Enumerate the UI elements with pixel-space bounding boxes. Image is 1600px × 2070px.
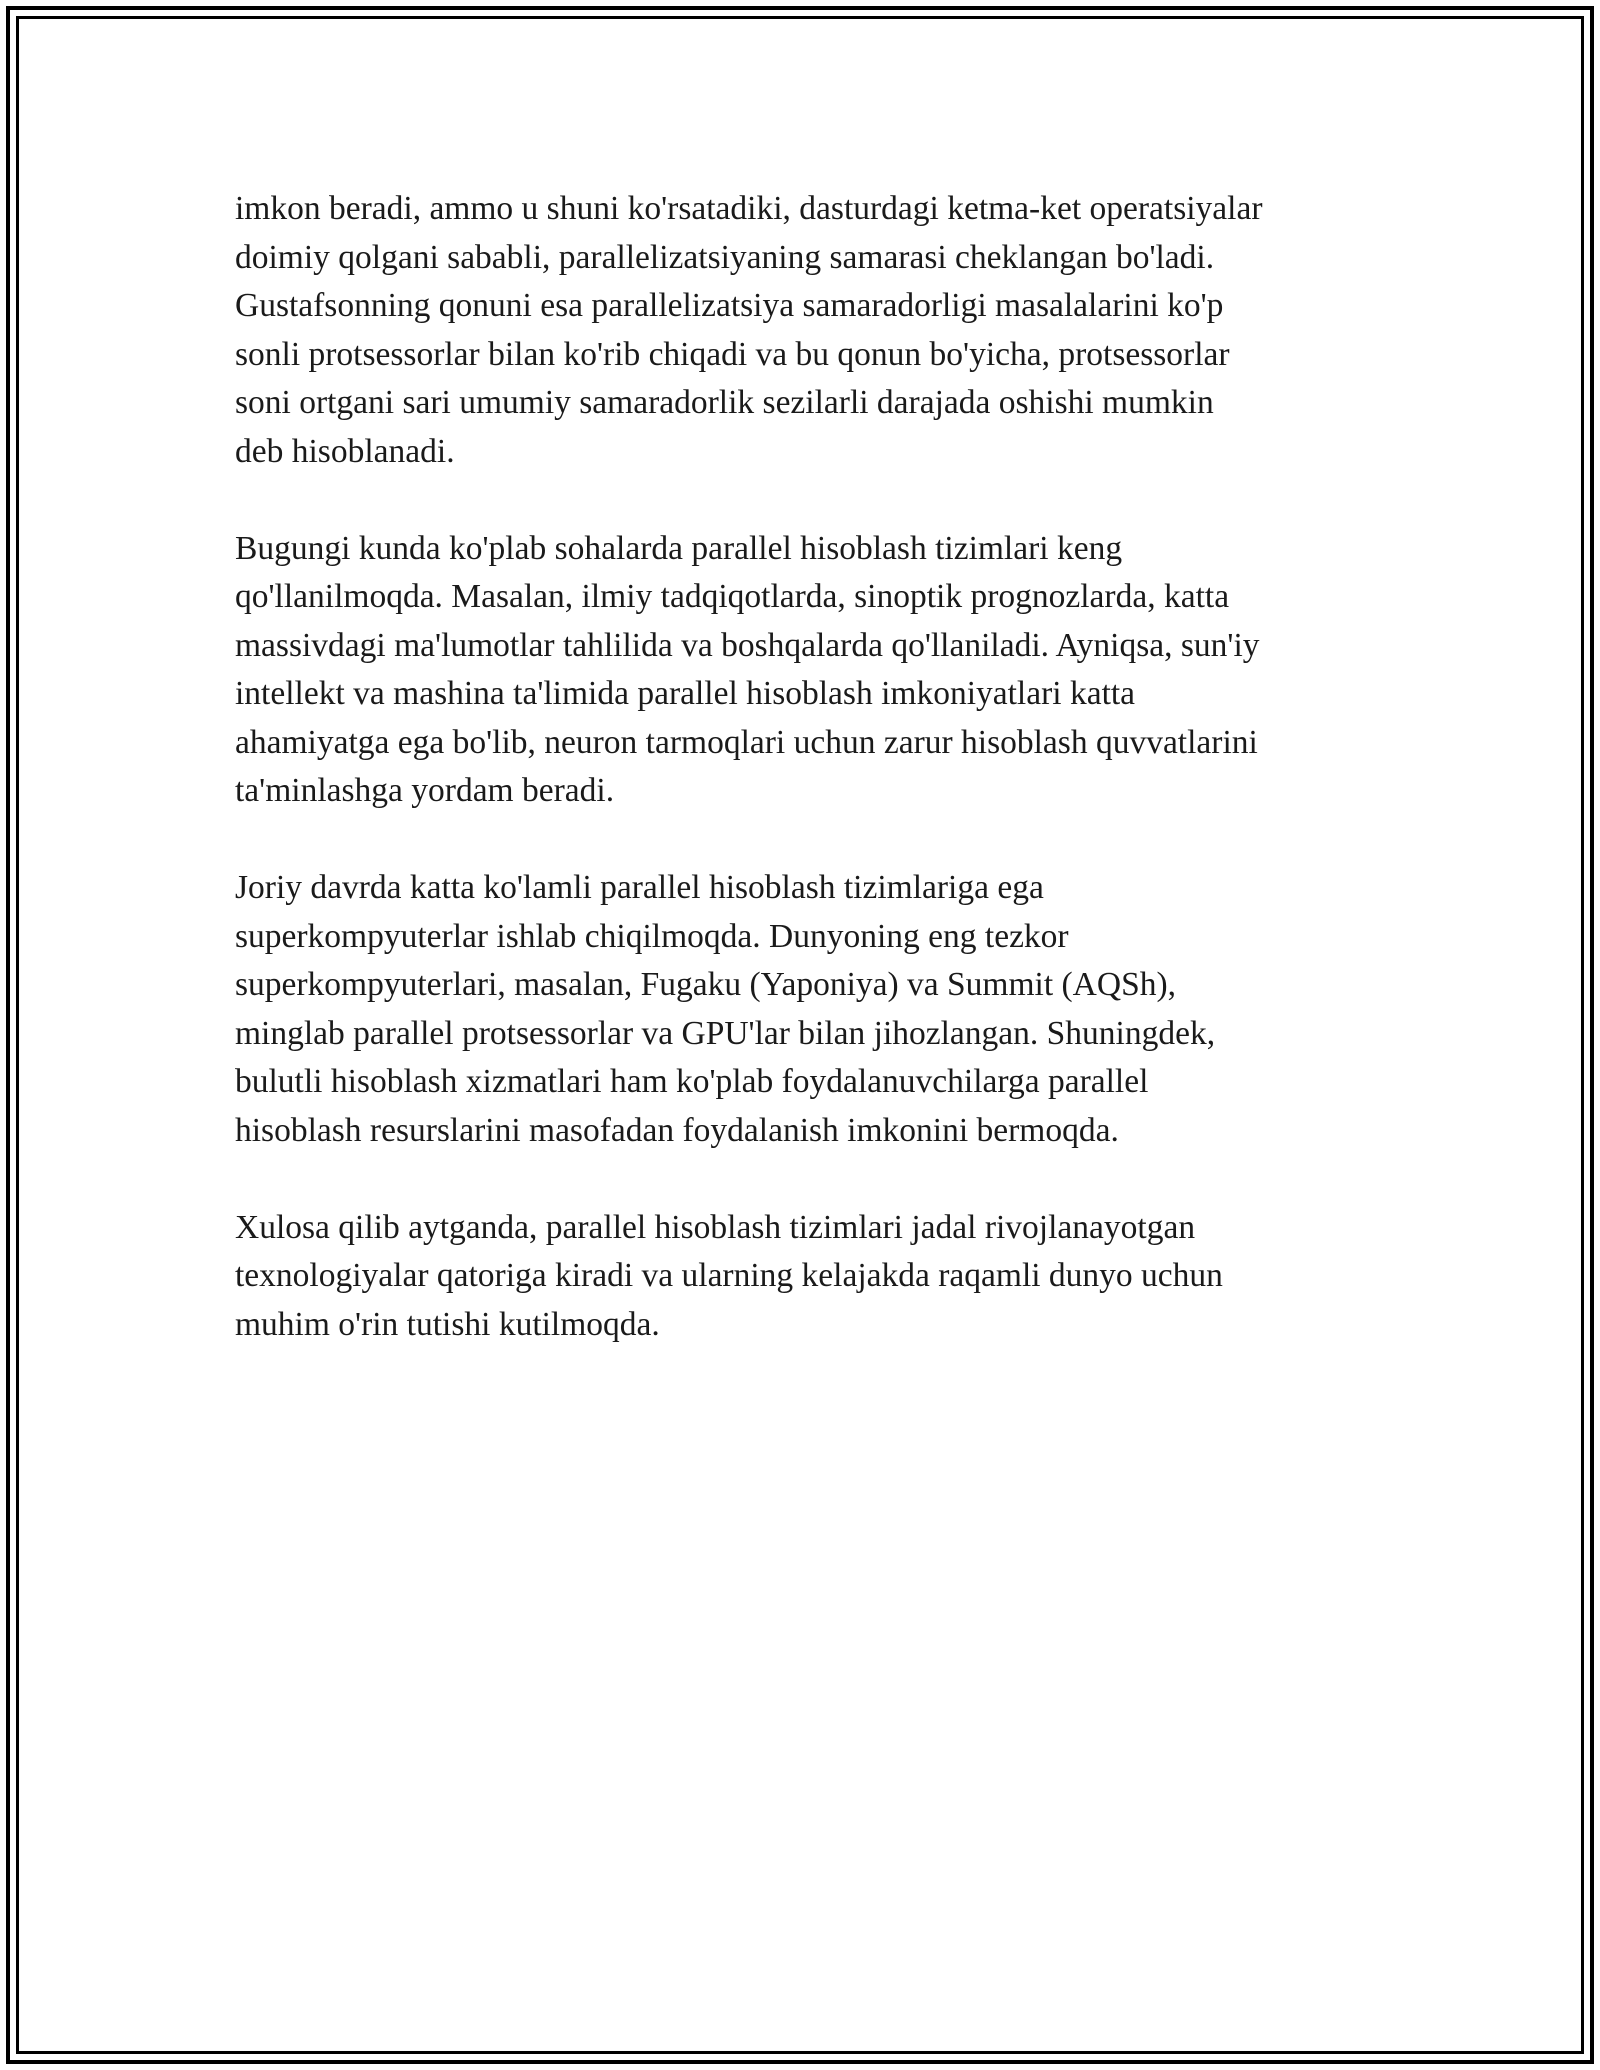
paragraph-2 (235, 525, 1375, 816)
text-line: Gustafsonning qonuni esa parallelizatsiya samaradorligi masalalarini ko'p (235, 287, 1224, 324)
text-line: superkompyuterlar ishlab chiqilmoqda. Dunyoning eng tezkor (235, 917, 1069, 955)
text-line: ahamiyatga ega bo'lib, neuron tarmoqlari uchun zarur hisoblash quvvatlarini (235, 723, 1258, 761)
text-line: muhim o'rin tutishi kutilmoqda. (235, 1305, 660, 1343)
document-body (235, 185, 1375, 1398)
text-line: hisoblash resurslarini masofadan foydalanish imkonini bermoqda. (235, 1111, 1119, 1149)
text-line: massivdagi ma'lumotlar tahlilida va boshqalarda qo'llaniladi. Ayniqsa, sun'iy (235, 626, 1260, 664)
text-line: Joriy davrda katta ko'lamli parallel hisoblash tizimlariga ega (235, 869, 1044, 906)
text-line: imkon beradi, ammo u shuni ko'rsatadiki, dasturdagi ketma-ket operatsiyalar (235, 190, 1263, 227)
text-line: superkompyuterlari, masalan, Fugaku (Yaponiya) va Summit (AQSh), (235, 966, 1176, 1003)
text-line: minglab parallel protsessorlar va GPU'lar bilan jihozlangan. Shuningdek, (235, 1014, 1216, 1052)
text-line: bulutli hisoblash xizmatlari ham ko'plab foydalanuvchilarga parallel (235, 1063, 1149, 1100)
text-line: ta'minlashga yordam beradi. (235, 772, 615, 809)
text-line: soni ortgani sari umumiy samaradorlik sezilarli darajada oshishi mumkin (235, 384, 1214, 421)
text-line: Bugungi kunda ko'plab sohalarda parallel hisoblash tizimlari keng (235, 529, 1123, 567)
text-line: Xulosa qilib aytganda, parallel hisoblash tizimlari jadal rivojlanayotgan (235, 1208, 1196, 1246)
text-line: doimiy qolgani sababli, parallelizatsiyaning samarasi cheklangan bo'ladi. (235, 238, 1215, 276)
paragraph-3 (235, 864, 1375, 1155)
paragraph-4 (235, 1204, 1375, 1350)
text-line: intellekt va mashina ta'limida parallel hisoblash imkoniyatlari katta (235, 675, 1136, 712)
paragraph-1 (235, 185, 1375, 476)
text-line: qo'llanilmoqda. Masalan, ilmiy tadqiqotlarda, sinoptik prognozlarda, katta (235, 578, 1230, 615)
text-line: deb hisoblanadi. (235, 432, 455, 470)
text-line: sonli protsessorlar bilan ko'rib chiqadi va bu qonun bo'yicha, protsessorlar (235, 335, 1230, 373)
text-line: texnologiyalar qatoriga kiradi va ularning kelajakda raqamli dunyo uchun (235, 1257, 1223, 1294)
